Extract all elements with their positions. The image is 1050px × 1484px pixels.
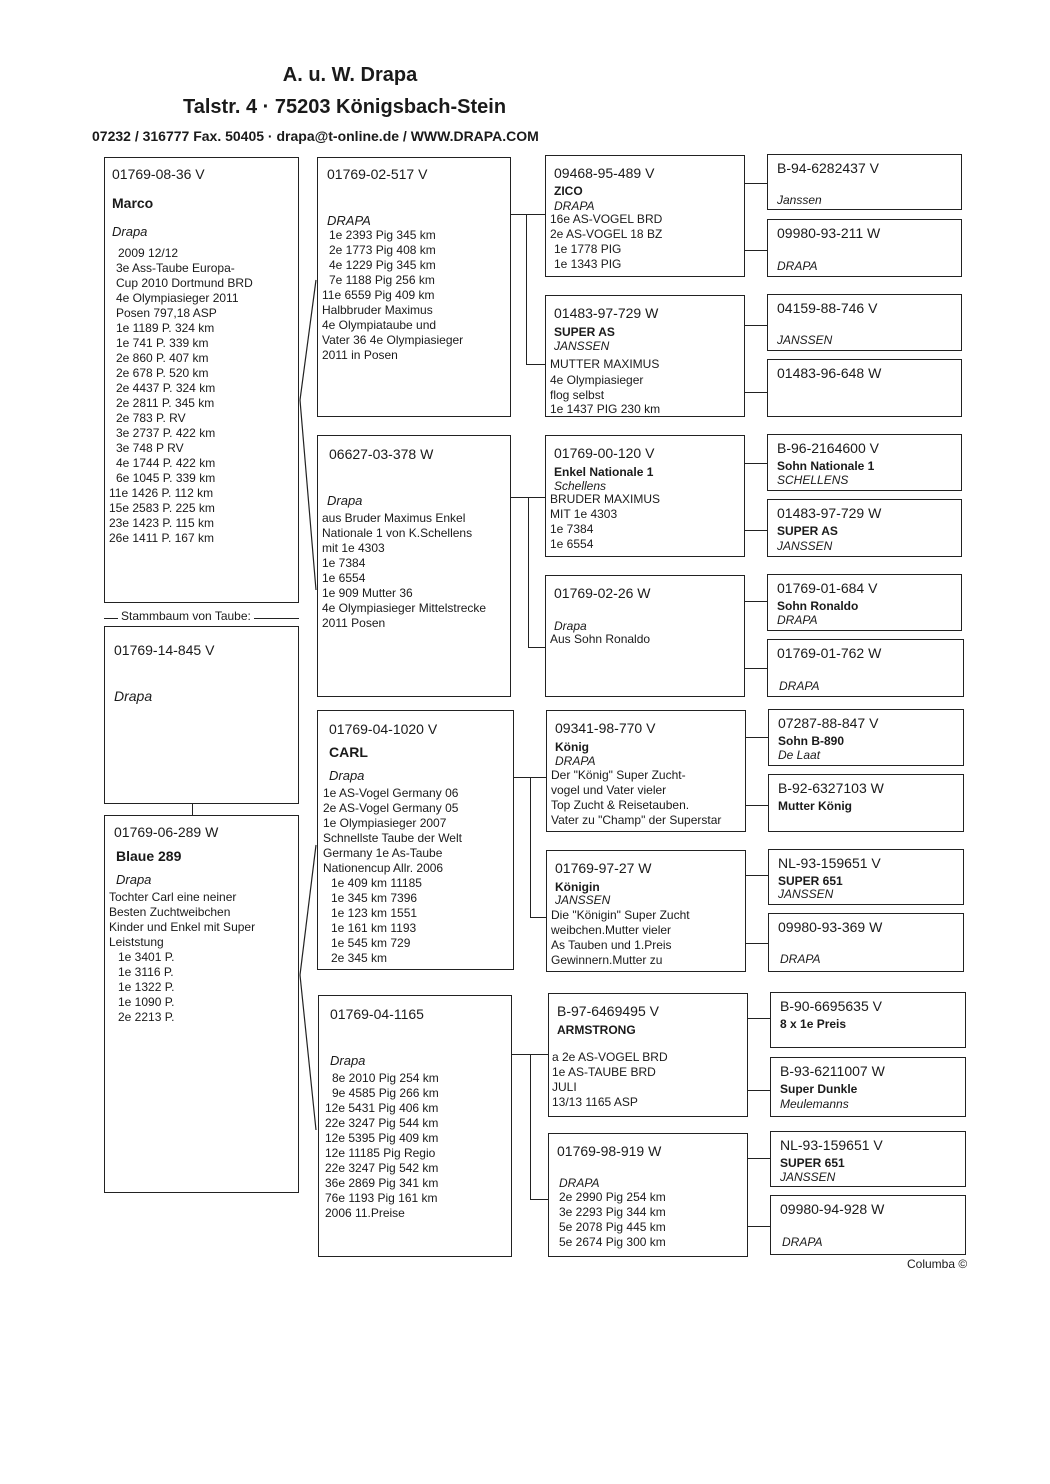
g2-result: 12e 5431 Pig 406 km — [325, 1101, 439, 1115]
connector-line — [528, 647, 545, 648]
main-result: 3e 748 P RV — [116, 441, 184, 455]
g2-ring: 01769-04-1165 — [330, 1006, 424, 1022]
g4-ring: B-94-6282437 V — [777, 160, 879, 176]
g4-name: 8 x 1e Preis — [780, 1017, 847, 1031]
dam-result: 1e 1090 P. — [118, 995, 175, 1009]
main-info-line: 2009 12/12 — [118, 246, 179, 260]
g4-breeder: JANSSEN — [778, 887, 834, 901]
g2-result: 36e 2869 Pig 341 km — [325, 1176, 439, 1190]
main-result: 11e 1426 P. 112 km — [109, 486, 214, 500]
g3-info-line: 13/13 1165 ASP — [552, 1095, 638, 1109]
g3-breeder: DRAPA — [554, 199, 595, 213]
g2-info-line: mit 1e 4303 — [322, 541, 385, 555]
g2-info-line: aus Bruder Maximus Enkel — [322, 511, 466, 525]
g4-name: SUPER 651 — [780, 1156, 845, 1170]
connector-line — [748, 1226, 770, 1227]
connector-line — [511, 214, 545, 215]
g3-info-line: 2e AS-VOGEL 18 BZ — [550, 227, 663, 241]
main-ring: 01769-08-36 V — [112, 166, 205, 182]
g3-info-line: 4e Olympiasieger — [550, 373, 644, 387]
g4-card — [768, 849, 964, 905]
g3-breeder: JANSSEN — [554, 339, 610, 353]
g2-result: 12e 5395 Pig 409 km — [325, 1131, 439, 1145]
g2-result: 4e 1229 Pig 345 km — [329, 258, 436, 272]
breeder-contact: 07232 / 316777 Fax. 50405 · drapa@t-online.de / WWW.DRAPA.COM — [92, 128, 539, 144]
connector-line — [746, 737, 770, 738]
g3-name: König — [555, 740, 589, 754]
g4-card — [770, 1057, 966, 1117]
g4-breeder: DRAPA — [782, 1235, 823, 1249]
g4-name: Sohn Ronaldo — [777, 599, 859, 613]
connector-line — [748, 1018, 770, 1019]
g3-info-line: Der "König" Super Zucht- — [551, 768, 686, 782]
connector-line — [746, 875, 770, 876]
g2-info-line: 1e 7384 — [322, 556, 366, 570]
dam-card — [104, 815, 299, 1193]
g4-ring: 01483-96-648 W — [777, 365, 882, 381]
connector-line — [746, 943, 770, 944]
g3-card — [545, 295, 745, 417]
g2-result: 1e 545 km 729 — [331, 936, 411, 950]
sire-dam-card — [317, 435, 511, 697]
dam-breeder: Drapa — [116, 872, 152, 887]
main-pigeon-card — [104, 157, 299, 603]
g2-result: 22e 3247 Pig 544 km — [325, 1116, 439, 1130]
g3-info-line: As Tauben und 1.Preis — [551, 938, 672, 952]
main-result: 2e 860 P. 407 km — [116, 351, 209, 365]
g3-ring: B-97-6469495 V — [557, 1003, 659, 1019]
g2-info-line: 2011 Posen — [322, 616, 386, 630]
g4-breeder: JANSSEN — [777, 539, 833, 553]
g4-card — [768, 913, 964, 972]
g3-info-line: Aus Sohn Ronaldo — [550, 632, 651, 646]
g2-info-line: 2006 11.Preise — [325, 1206, 405, 1220]
g4-ring: 01769-01-684 V — [777, 580, 878, 596]
g3-info-line: a 2e AS-VOGEL BRD — [552, 1050, 668, 1064]
g2-breeder: DRAPA — [327, 213, 371, 228]
g2-breeder: Drapa — [329, 768, 365, 783]
g2-result: 11e 6559 Pig 409 km — [322, 288, 435, 302]
g2-result: 1e 345 km 7396 — [331, 891, 418, 905]
g4-ring: B-90-6695635 V — [780, 998, 882, 1014]
g2-result: 1e 2393 Pig 345 km — [329, 228, 436, 242]
main-info-line: Posen 797,18 ASP — [116, 306, 217, 320]
g3-name: Enkel Nationale 1 — [554, 465, 654, 479]
g2-ring: 06627-03-378 W — [329, 446, 434, 462]
dam-result: 1e 1322 P. — [118, 980, 175, 994]
connector-line — [192, 803, 193, 815]
subject-breeder: Drapa — [114, 688, 153, 704]
g3-card — [546, 850, 746, 972]
g4-ring: 09980-94-928 W — [780, 1201, 885, 1217]
g2-result: 1e 161 km 1193 — [331, 921, 417, 935]
dam-result: 2e 2213 P. — [118, 1010, 175, 1024]
main-result: 1e 741 P. 339 km — [116, 336, 209, 350]
g4-card — [768, 709, 964, 766]
g4-ring: B-93-6211007 W — [780, 1063, 885, 1079]
main-result: 15e 2583 P. 225 km — [109, 501, 215, 515]
g3-breeder: Schellens — [554, 479, 607, 493]
dam-ring: 01769-06-289 W — [114, 824, 219, 840]
g2-breeder: Drapa — [327, 493, 363, 508]
g3-breeder: JANSSEN — [555, 893, 611, 907]
g4-ring: NL-93-159651 V — [778, 855, 881, 871]
g2-info-line: Vater 36 4e Olympiasieger — [322, 333, 464, 347]
g3-name: Königin — [555, 880, 600, 894]
g2-name: CARL — [329, 744, 368, 760]
g3-info-line: 1e 1343 PIG — [554, 257, 622, 271]
g3-card — [545, 575, 745, 697]
g4-breeder: DRAPA — [779, 679, 820, 693]
connector-line — [748, 1090, 770, 1091]
g3-ring: 01769-00-120 V — [554, 445, 655, 461]
main-result: 4e 1744 P. 422 km — [116, 456, 216, 470]
g3-ring: 01769-98-919 W — [557, 1143, 662, 1159]
main-result: 2e 783 P. RV — [116, 411, 186, 425]
g2-info-line: 1e 6554 — [322, 571, 366, 585]
g2-info-line: 4e Olympiasieger Mittelstrecke — [322, 601, 487, 615]
g3-info-line: Gewinnern.Mutter zu — [551, 953, 663, 967]
g3-card — [545, 435, 745, 557]
connector-line — [746, 805, 770, 806]
g2-result: 12e 11185 Pig Regio — [325, 1146, 436, 1160]
main-result: 2e 678 P. 520 km — [116, 366, 209, 380]
g2-result: 2e 345 km — [331, 951, 388, 965]
g4-ring: B-92-6327103 W — [778, 780, 884, 796]
g3-info-line: 1e 7384 — [550, 522, 594, 536]
g4-breeder: Meulemanns — [780, 1097, 849, 1111]
g4-card — [770, 1195, 966, 1255]
dam-result: 1e 3116 P. — [118, 965, 174, 979]
subject-pigeon-card — [104, 626, 299, 804]
g3-info-line: 1e AS-TAUBE BRD — [552, 1065, 656, 1079]
g4-ring: 01769-01-762 W — [777, 645, 882, 661]
main-name: Marco — [112, 195, 154, 211]
g4-ring: 07287-88-847 V — [778, 715, 879, 731]
sire-card — [317, 157, 511, 417]
g2-result: 1e 409 km 11185 — [331, 876, 422, 890]
g2-breeder: Drapa — [330, 1053, 366, 1068]
g3-result: 5e 2078 Pig 445 km — [559, 1220, 666, 1234]
g2-info-line: 1e Olympiasieger 2007 — [323, 816, 447, 830]
g4-breeder: De Laat — [778, 748, 821, 762]
g3-result: 3e 2293 Pig 344 km — [559, 1205, 666, 1219]
dam-name: Blaue 289 — [116, 848, 182, 864]
g4-breeder: DRAPA — [777, 259, 818, 273]
g3-info-line: 16e AS-VOGEL BRD — [550, 212, 663, 226]
main-result: 1e 1189 P. 324 km — [116, 321, 215, 335]
g3-ring: 01769-02-26 W — [554, 585, 651, 601]
breeder-address: Talstr. 4 · 75203 Königsbach-Stein — [183, 96, 507, 118]
g3-info-line: vogel und Vater vieler — [551, 783, 667, 797]
g3-info-line: MIT 1e 4303 — [550, 507, 618, 521]
g3-breeder: Drapa — [554, 619, 587, 633]
g4-breeder: DRAPA — [780, 952, 821, 966]
g3-name: SUPER AS — [554, 325, 615, 339]
g2-result: 1e 123 km 1551 — [331, 906, 418, 920]
connector-line — [748, 1158, 770, 1159]
connector-line — [528, 497, 529, 647]
main-result: 2e 2811 P. 345 km — [116, 396, 215, 410]
g3-name: ZICO — [554, 184, 583, 198]
g4-name: Sohn B-890 — [778, 734, 845, 748]
g4-card — [770, 992, 966, 1048]
connector-line — [526, 364, 545, 365]
dam-info-line: Besten Zuchtweibchen — [109, 905, 231, 919]
g2-info-line: 1e AS-Vogel Germany 06 — [323, 786, 459, 800]
main-result: 26e 1411 P. 167 km — [109, 531, 214, 545]
g4-breeder: SCHELLENS — [777, 473, 849, 487]
g3-card — [546, 710, 746, 832]
g3-breeder: DRAPA — [555, 754, 596, 768]
g2-info-line: Nationencup Allr. 2006 — [323, 861, 444, 875]
main-info-line: Cup 2010 Dortmund BRD — [116, 276, 253, 290]
g4-breeder: DRAPA — [777, 613, 818, 627]
subject-ring: 01769-14-845 V — [114, 642, 215, 658]
breeder-name: A. u. W. Drapa — [282, 64, 418, 86]
g2-result: 9e 4585 Pig 266 km — [332, 1086, 439, 1100]
connector-line — [530, 777, 531, 917]
stammbaum-label: Stammbaum von Taube: — [118, 609, 254, 623]
g4-card — [767, 359, 962, 417]
g4-card — [767, 219, 962, 277]
connector-line — [530, 1054, 531, 1199]
g2-result: 7e 1188 Pig 256 km — [329, 273, 435, 287]
connector-line — [514, 777, 548, 778]
g2-info-line: 2e AS-Vogel Germany 05 — [323, 801, 459, 815]
main-info-line: 3e Ass-Taube Europa- — [116, 261, 235, 275]
g4-card — [767, 574, 962, 631]
g3-card — [548, 1133, 748, 1257]
dam-result: 1e 3401 P. — [118, 950, 175, 964]
g4-ring: B-96-2164600 V — [777, 440, 879, 456]
dam-dam-card — [318, 995, 512, 1257]
g4-card — [767, 154, 962, 210]
dam-info-line: Leiststung — [109, 935, 164, 949]
connector-line — [530, 917, 546, 918]
g2-ring: 01769-02-517 V — [327, 166, 428, 182]
g3-name: ARMSTRONG — [557, 1023, 636, 1037]
footer-credit: Columba © — [907, 1257, 968, 1271]
g4-name: Sohn Nationale 1 — [777, 459, 875, 473]
g3-result: 5e 2674 Pig 300 km — [559, 1235, 666, 1249]
g2-result: 8e 2010 Pig 254 km — [332, 1071, 439, 1085]
g3-result: 2e 2990 Pig 254 km — [559, 1190, 666, 1204]
g2-result: 2e 1773 Pig 408 km — [329, 243, 436, 257]
g3-info-line: weibchen.Mutter vieler — [551, 923, 672, 937]
g4-breeder: JANSSEN — [777, 333, 833, 347]
g4-ring: NL-93-159651 V — [780, 1137, 883, 1153]
main-breeder: Drapa — [112, 224, 148, 239]
g4-card — [768, 774, 964, 832]
main-result: 6e 1045 P. 339 km — [116, 471, 216, 485]
g3-ring: 09468-95-489 V — [554, 165, 655, 181]
g4-card — [767, 294, 962, 351]
g3-info-line: Top Zucht & Reisetauben. — [551, 798, 690, 812]
g4-name: SUPER AS — [777, 524, 838, 538]
g4-ring: 09980-93-211 W — [777, 225, 881, 241]
g4-name: Super Dunkle — [780, 1082, 858, 1096]
g2-info-line: 2011 in Posen — [322, 348, 398, 362]
g3-breeder: DRAPA — [559, 1176, 600, 1190]
g2-result: 76e 1193 Pig 161 km — [325, 1191, 438, 1205]
g3-info-line: Die "Königin" Super Zucht — [551, 908, 690, 922]
g4-name: Mutter König — [778, 799, 852, 813]
g4-card — [770, 1131, 966, 1187]
main-info-line: 4e Olympiasieger 2011 — [116, 291, 239, 305]
g2-info-line: Schnellste Taube der Welt — [323, 831, 462, 845]
g2-result: 22e 3247 Pig 542 km — [325, 1161, 439, 1175]
g3-info-line: JULI — [552, 1080, 577, 1094]
g3-info-line: flog selbst — [550, 388, 605, 402]
g2-info-line: Halbbruder Maximus — [322, 303, 433, 317]
g2-info-line: Nationale 1 von K.Schellens — [322, 526, 473, 540]
divider — [104, 803, 299, 804]
connector-line — [530, 1199, 548, 1200]
g4-breeder: Janssen — [777, 193, 822, 207]
g3-card — [545, 155, 745, 277]
main-result: 3e 2737 P. 422 km — [116, 426, 216, 440]
main-result: 23e 1423 P. 115 km — [109, 516, 214, 530]
g4-ring: 09980-93-369 W — [778, 919, 883, 935]
g3-info-line: 1e 6554 — [550, 537, 594, 551]
connector-line — [526, 214, 527, 364]
g3-ring: 09341-98-770 V — [555, 720, 656, 736]
g4-ring: 04159-88-746 V — [777, 300, 878, 316]
dam-info-line: Tochter Carl eine neiner — [109, 890, 237, 904]
g2-ring: 01769-04-1020 V — [329, 721, 438, 737]
g4-ring: 01483-97-729 W — [777, 505, 882, 521]
g4-breeder: JANSSEN — [780, 1170, 836, 1184]
g3-info-line: 1e 1778 PIG — [554, 242, 622, 256]
g3-info-line: Vater zu "Champ" der Superstar — [551, 813, 722, 827]
g3-info-line: MUTTER MAXIMUS — [550, 357, 660, 371]
g4-card — [767, 639, 964, 697]
g3-info-line: 1e 1437 PIG 230 km — [550, 402, 661, 416]
g4-name: SUPER 651 — [778, 874, 843, 888]
g2-info-line: 4e Olympiataube und — [322, 318, 437, 332]
g2-info-line: Germany 1e As-Taube — [323, 846, 443, 860]
g3-ring: 01769-97-27 W — [555, 860, 652, 876]
dam-sire-card — [317, 710, 514, 970]
g2-info-line: 1e 909 Mutter 36 — [322, 586, 413, 600]
g4-card — [767, 499, 962, 557]
g3-card — [548, 993, 748, 1117]
dam-info-line: Kinder und Enkel mit Super — [109, 920, 256, 934]
main-result: 2e 4437 P. 324 km — [116, 381, 216, 395]
g3-info-line: BRUDER MAXIMUS — [550, 492, 661, 506]
g4-card — [767, 434, 962, 491]
g3-ring: 01483-97-729 W — [554, 305, 659, 321]
